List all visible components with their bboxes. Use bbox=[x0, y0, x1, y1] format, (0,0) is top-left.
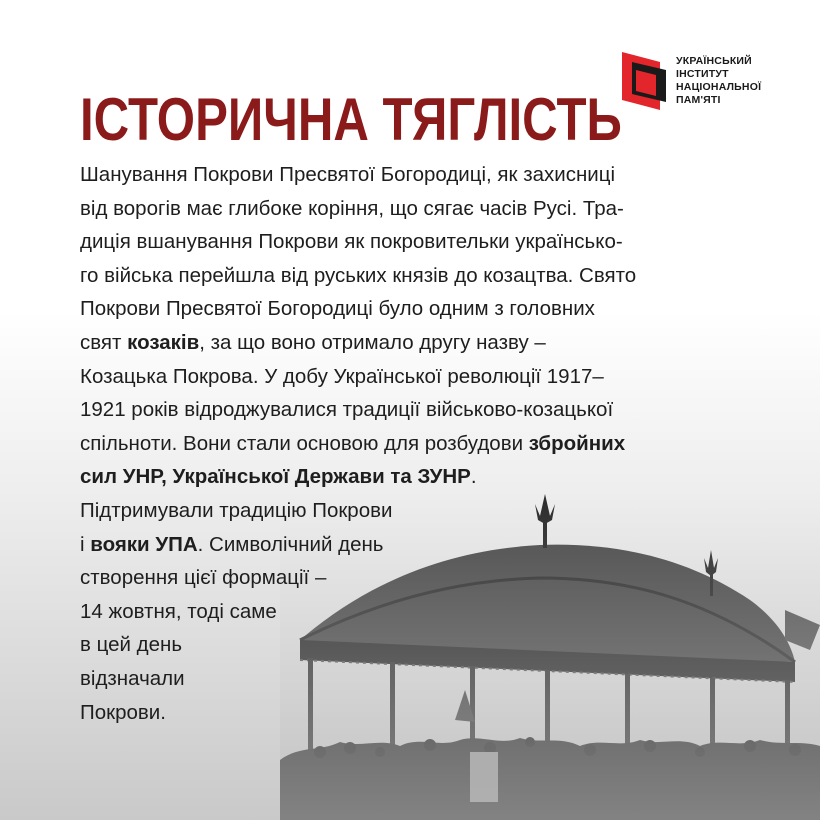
text-line: Покрови Пресвятої Богородиці було одним з головних bbox=[80, 297, 595, 321]
text-line: диція вшанування Покрови як покровительки українсько- bbox=[80, 230, 623, 254]
text-fragment: спільноти. Вони стали основою для розбудови bbox=[80, 431, 529, 455]
text-fragment: і bbox=[80, 532, 91, 556]
text-line bbox=[80, 326, 760, 360]
text-line: го війська перейшла від руських князів до козацтва. Свято bbox=[80, 263, 637, 287]
text-fragment: . Символічний день bbox=[197, 532, 384, 556]
bold-text: козаків bbox=[127, 330, 200, 354]
text-line: Підтримували традицію Покрови bbox=[80, 498, 393, 522]
logo-line: ПАМ'ЯТІ bbox=[676, 94, 721, 106]
text-line: Шанування Покрови Пресвятої Богородиці, як захисниці bbox=[80, 163, 616, 186]
uinp-logo-icon bbox=[622, 52, 672, 110]
text-fragment: . bbox=[470, 465, 477, 489]
text-line: Покрови. bbox=[80, 700, 166, 724]
text-line bbox=[80, 460, 760, 494]
text-line bbox=[80, 528, 760, 562]
text-fragment: свят bbox=[80, 330, 128, 354]
text-line: 14 жовтня, тоді саме bbox=[80, 599, 277, 623]
text-line: відзначали bbox=[80, 666, 185, 690]
body-text bbox=[80, 158, 760, 729]
bold-text: вояки УПА bbox=[90, 532, 198, 556]
text-line bbox=[80, 427, 760, 461]
text-line: 1921 років відроджувалися традиції військово-козацької bbox=[80, 398, 614, 422]
bold-text: сил УНР, Української Держави та ЗУНР bbox=[80, 465, 471, 489]
text-line: створення цієї формації – bbox=[80, 566, 327, 590]
bold-text: збройних bbox=[528, 431, 626, 455]
logo-line: ІНСТИТУТ bbox=[676, 68, 729, 80]
institute-logo bbox=[622, 52, 792, 112]
text-line: від ворогів має глибоке коріння, що сягає часів Русі. Тра- bbox=[80, 196, 624, 220]
page-title: ІСТОРИЧНА ТЯГЛІСТЬ bbox=[80, 86, 622, 153]
text-fragment: , за що воно отримало другу назву – bbox=[199, 330, 546, 354]
logo-text bbox=[676, 55, 761, 107]
text-line: Козацька Покрова. У добу Української революції 1917– bbox=[80, 364, 604, 388]
logo-line: УКРАЇНСЬКИЙ bbox=[676, 55, 752, 67]
logo-line: НАЦІОНАЛЬНОЇ bbox=[676, 81, 762, 93]
text-line: в цей день bbox=[80, 633, 183, 657]
